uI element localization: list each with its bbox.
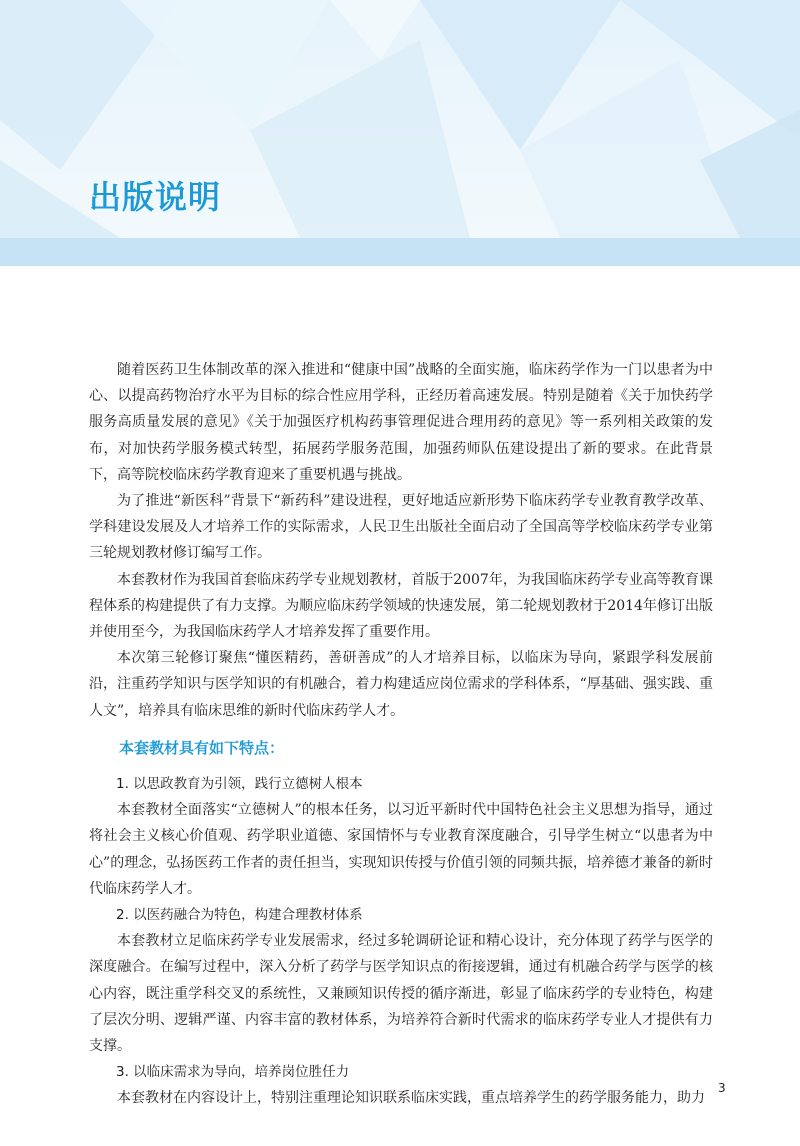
- feature-heading: 1. 以思政教育为引领，践行立德树人根本: [116, 776, 363, 793]
- features-title: 本套教材具有如下特点：: [119, 738, 285, 757]
- feature-text: 本套教材在内容设计上，特别注重理论知识联系临床实践，重点培养学生的药学服务能力，助力: [117, 1090, 705, 1107]
- feature-text: 本套教材立足临床药学专业发展需求，经过多轮调研论证和精心设计，充分体现了药学与医学的深度融合。在编写过程中，深入分析了药学与医学知识点的衔接逻辑，通过有机融合药学与医学的核心内容，既注重学科交叉的系统性，又兼顾知识传授的循序渐进，彰显了临床药学的专业特色，构建了层次分明、逻辑严谨、内容丰富的教材体系，为培养符合新时代需求的临床药学专业人才提供有力支撑。: [89, 933, 713, 1055]
- page-title: 出版说明: [89, 178, 222, 216]
- feature-heading: 3. 以临床需求为导向，培养岗位胜任力: [116, 1064, 350, 1081]
- feature-heading: 2. 以医药融合为特色，构建合理教材体系: [116, 907, 363, 924]
- paragraph: 为了推进“新医科”背景下“新药科”建设进程，更好地适应新形势下临床药学专业教育教学改革、学科建设发展及人才培养工作的实际需求，人民卫生出版社全面启动了全国高等学校临床药学专业第三轮规划教材修订编写工作。: [89, 493, 713, 562]
- paragraph: 本次第三轮修订聚焦“懂医精药，善研善成”的人才培养目标，以临床为导向，紧跟学科发展前沿，注重药学知识与医学知识的有机融合，着力构建适应岗位需求的学科体系，“厚基础、强实践、重人文”，培养具有临床思维的新时代临床药学人才。: [89, 650, 713, 719]
- header-band: [0, 238, 800, 266]
- page-header: [0, 0, 800, 266]
- page-number: 3: [718, 1081, 726, 1095]
- body-text: [89, 357, 713, 1112]
- header-decoration: [0, 0, 800, 266]
- paragraph: 本套教材作为我国首套临床药学专业规划教材，首版于2007年，为我国临床药学专业高等教育课程体系的构建提供了有力支撑。为顺应临床药学领域的快速发展，第二轮规划教材于2014年修订出版并使用至今，为我国临床药学人才培养发挥了重要作用。: [89, 571, 713, 641]
- feature-text: 本套教材全面落实“立德树人”的根本任务，以习近平新时代中国特色社会主义思想为指导，通过将社会主义核心价值观、药学职业道德、家国情怀与专业教育深度融合，引导学生树立“以患者为中心”的理念，弘扬医药工作者的责任担当，实现知识传授与价值引领的同频共振，培养德才兼备的新时代临床药学人才。: [89, 802, 713, 897]
- paragraph: 随着医药卫生体制改革的深入推进和“健康中国”战略的全面实施，临床药学作为一门以患者为中心、以提高药物治疗水平为目标的综合性应用学科，正经历着高速发展。特别是随着《关于加快药学服务高质量发展的意见》《关于加强医疗机构药事管理促进合理用药的意见》等一系列相关政策的发布，对加快药学服务模式转型，拓展药学服务范围，加强药师队伍建设提出了新的要求。在此背景下，高等院校临床药学教育迎来了重要机遇与挑战。: [89, 362, 713, 483]
